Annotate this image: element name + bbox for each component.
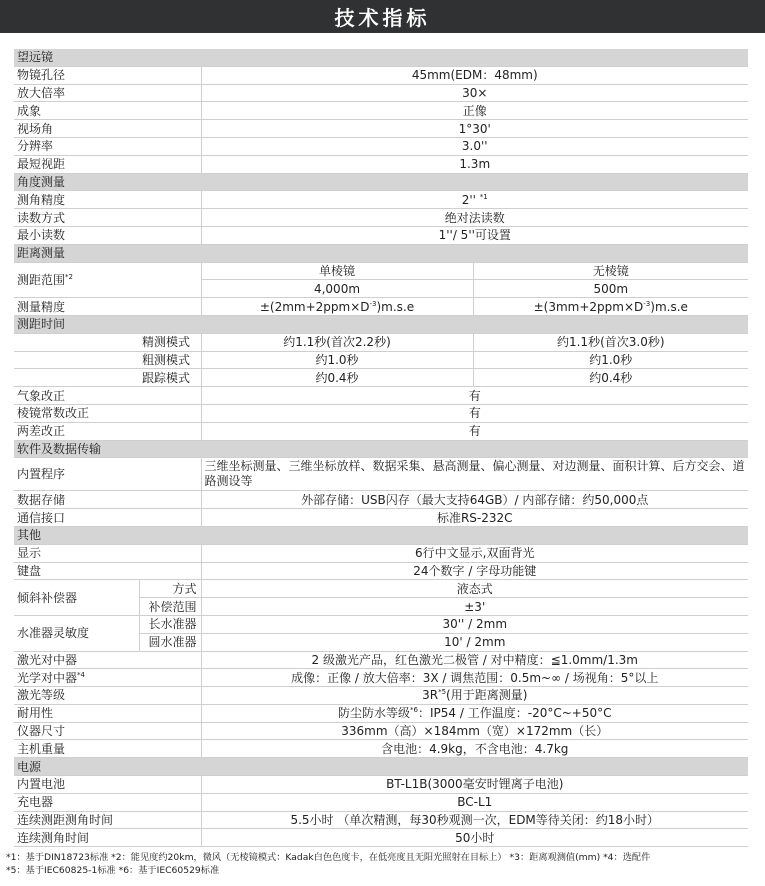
spec-value: 三维坐标测量、三维坐标放样、数据采集、悬高测量、偏心测量、对边测量、面积计算、后方交会、道路测设等 <box>201 458 748 491</box>
spec-label: 键盘 <box>14 562 201 580</box>
spec-row <box>14 369 748 387</box>
spec-value: 含电池：4.9kg，不含电池：4.7kg <box>201 740 748 758</box>
spec-label: 耐用性 <box>14 704 201 722</box>
spec-value: 外部存储：USB闪存（最大支持64GB）/ 内部存储：约50,000点 <box>201 491 748 509</box>
spec-label: 充电器 <box>14 793 201 811</box>
spec-value: 约1.1秒(首次3.0秒) <box>473 333 748 351</box>
footnote-marker: *5 <box>438 688 447 697</box>
spec-sublabel: 方式 <box>139 580 201 598</box>
spec-label <box>14 262 201 298</box>
section-angle: 角度测量 <box>14 173 748 191</box>
spec-sublabel: 圆水准器 <box>139 633 201 651</box>
spec-label: 棱镜常数改正 <box>14 404 201 422</box>
spec-table <box>14 49 748 847</box>
spec-label: 视场角 <box>14 120 201 138</box>
spec-value <box>201 298 473 316</box>
spec-row <box>14 615 748 633</box>
section-header <box>14 173 748 191</box>
spec-row <box>14 687 748 705</box>
spec-value: BC-L1 <box>201 793 748 811</box>
spec-sublabel: 跟踪模式 <box>139 369 201 387</box>
spec-row <box>14 651 748 669</box>
footnote-marker: *1 <box>479 192 488 201</box>
column-prism: 单棱镜 <box>201 262 473 280</box>
spec-label: 内置程序 <box>14 458 201 491</box>
spec-label: 激光等级 <box>14 687 201 705</box>
footnote-line: *1：基于DIN18723标准 *2：能见度约20km，微风（无棱镜模式：Kadak白色色度卡，在低亮度且无阳光照射在目标上） *3：距离观测值(mm) *4：选配件 <box>6 852 651 863</box>
spec-value: 1°30' <box>201 120 748 138</box>
section-header <box>14 315 748 333</box>
spec-row <box>14 351 748 369</box>
section-header <box>14 440 748 458</box>
footnote-line: *5：基于IEC60825-1标准 *6：基于IEC60529标准 <box>6 865 220 876</box>
spec-label: 气象改正 <box>14 387 201 405</box>
spec-value <box>201 687 748 705</box>
spec-label: 最小读数 <box>14 226 201 244</box>
spec-value: 约1.0秒 <box>473 351 748 369</box>
spec-label: 分辨率 <box>14 137 201 155</box>
footnotes <box>6 851 650 877</box>
spec-row <box>14 793 748 811</box>
angle-accuracy: 2'' <box>461 192 476 207</box>
section-header <box>14 758 748 776</box>
spec-value: 成像：正像 / 放大倍率：3X / 调焦范围：0.5m~∞ / 场视角：5°以上 <box>201 669 748 687</box>
spec-value: 50小时 <box>201 829 748 847</box>
acc-part: ±(2mm+2ppm×D <box>259 299 370 314</box>
spec-label: 连续测角时间 <box>14 829 201 847</box>
spec-row <box>14 209 748 227</box>
spec-label: 物镜孔径 <box>14 66 201 84</box>
column-noprism: 无棱镜 <box>473 262 748 280</box>
section-telescope: 望远镜 <box>14 49 748 66</box>
acc-part: )m.s.e <box>650 299 688 314</box>
spec-value: 10' / 2mm <box>201 633 748 651</box>
spec-label: 数据存储 <box>14 491 201 509</box>
laser-class: 3R <box>422 688 439 703</box>
page-title: 技术指标 <box>0 0 765 33</box>
spec-value: 30'' / 2mm <box>201 615 748 633</box>
spec-value: 约1.0秒 <box>201 351 473 369</box>
spec-row <box>14 66 748 84</box>
spec-row <box>14 580 748 598</box>
spec-value: 500m <box>473 280 748 298</box>
spec-label: 倾斜补偿器 <box>14 580 139 616</box>
section-header <box>14 244 748 262</box>
durability-a: 防尘防水等级 <box>338 706 411 721</box>
spec-row <box>14 740 748 758</box>
footnote-marker: -3 <box>643 299 651 308</box>
spec-row <box>14 509 748 527</box>
spec-sublabel: 粗测模式 <box>139 351 201 369</box>
spec-value: 液态式 <box>201 580 748 598</box>
spec-label: 激光对中器 <box>14 651 201 669</box>
spec-value: 336mm（高）×184mm（宽）×172mm（长） <box>201 722 748 740</box>
spec-label: 放大倍率 <box>14 84 201 102</box>
spec-label: 通信接口 <box>14 509 201 527</box>
spec-row <box>14 562 748 580</box>
spec-label: 水准器灵敏度 <box>14 615 139 651</box>
section-header <box>14 49 748 66</box>
spec-label: 主机重量 <box>14 740 201 758</box>
spec-sublabel: 精测模式 <box>139 333 201 351</box>
spec-label: 连续测距测角时间 <box>14 811 201 829</box>
spec-row <box>14 544 748 562</box>
spec-value: 约0.4秒 <box>201 369 473 387</box>
spec-row <box>14 829 748 847</box>
spec-row <box>14 262 748 280</box>
footnote-marker: -3 <box>369 299 377 308</box>
spec-row <box>14 422 748 440</box>
spec-label: 内置电池 <box>14 776 201 794</box>
spec-row <box>14 404 748 422</box>
footnote-marker: *6 <box>410 706 419 715</box>
spec-value: 标准RS-232C <box>201 509 748 527</box>
spec-label: 最短视距 <box>14 155 201 173</box>
spec-value: 4,000m <box>201 280 473 298</box>
spec-row <box>14 387 748 405</box>
spec-row <box>14 191 748 209</box>
spec-value <box>201 704 748 722</box>
acc-part: )m.s.e <box>376 299 415 314</box>
spec-value <box>201 191 748 209</box>
section-software: 软件及数据传输 <box>14 440 748 458</box>
spec-value: 45mm(EDM：48mm) <box>201 66 748 84</box>
spec-label: 测角精度 <box>14 191 201 209</box>
spec-value: 30× <box>201 84 748 102</box>
spec-sublabel: 补偿范围 <box>139 598 201 616</box>
section-distance: 距离测量 <box>14 244 748 262</box>
spec-row <box>14 102 748 120</box>
spec-sublabel: 长水准器 <box>139 615 201 633</box>
spec-value: 3.0'' <box>201 137 748 155</box>
spec-value: 1.3m <box>201 155 748 173</box>
spec-value: 绝对法读数 <box>201 209 748 227</box>
spec-row <box>14 491 748 509</box>
spec-value: BT-L1B(3000毫安时锂离子电池) <box>201 776 748 794</box>
section-header <box>14 526 748 544</box>
spec-row <box>14 333 748 351</box>
spec-row <box>14 669 748 687</box>
spec-row <box>14 84 748 102</box>
range-label: 测距范围 <box>17 272 66 287</box>
spacer <box>14 369 139 387</box>
spec-value: 2 级激光产品，红色激光二极管 / 对中精度：≦1.0mm/1.3m <box>201 651 748 669</box>
footnote-marker: *4 <box>77 670 85 679</box>
spec-value: 6行中文显示,双面背光 <box>201 544 748 562</box>
spec-value: 有 <box>201 387 748 405</box>
laser-class-note: (用于距离测量) <box>446 688 528 703</box>
spec-value: 5.5小时 （单次精测，每30秒观测一次，EDM等待关闭：约18小时） <box>201 811 748 829</box>
spec-label: 两差改正 <box>14 422 201 440</box>
spec-row <box>14 458 748 491</box>
spec-label <box>14 669 201 687</box>
spec-row <box>14 226 748 244</box>
section-power: 电源 <box>14 758 748 776</box>
optical-label: 光学对中器 <box>17 670 78 685</box>
spec-value: 24个数字 / 字母功能键 <box>201 562 748 580</box>
spec-label: 成象 <box>14 102 201 120</box>
spec-value: 约1.1秒(首次2.2秒) <box>201 333 473 351</box>
spec-value: 1''/ 5''可设置 <box>201 226 748 244</box>
spec-value <box>473 298 748 316</box>
spec-value: ±3' <box>201 598 748 616</box>
spec-row <box>14 776 748 794</box>
spec-label: 测量精度 <box>14 298 201 316</box>
spec-value: 正像 <box>201 102 748 120</box>
spec-row <box>14 155 748 173</box>
section-other: 其他 <box>14 526 748 544</box>
spec-value: 有 <box>201 404 748 422</box>
spec-row <box>14 704 748 722</box>
spec-row <box>14 722 748 740</box>
acc-part: ±(3mm+2ppm×D <box>533 299 644 314</box>
spec-row <box>14 120 748 138</box>
spacer <box>14 333 139 351</box>
footnote-marker: *2 <box>65 272 73 281</box>
durability-b: ：IP54 / 工作温度：-20°C~+50°C <box>418 706 612 721</box>
spec-label: 显示 <box>14 544 201 562</box>
spec-label: 读数方式 <box>14 209 201 227</box>
spec-label: 仪器尺寸 <box>14 722 201 740</box>
spec-row <box>14 298 748 316</box>
section-dist-time: 测距时间 <box>14 315 748 333</box>
spec-row <box>14 137 748 155</box>
spec-value: 约0.4秒 <box>473 369 748 387</box>
spacer <box>14 351 139 369</box>
spec-value: 有 <box>201 422 748 440</box>
spec-row <box>14 811 748 829</box>
